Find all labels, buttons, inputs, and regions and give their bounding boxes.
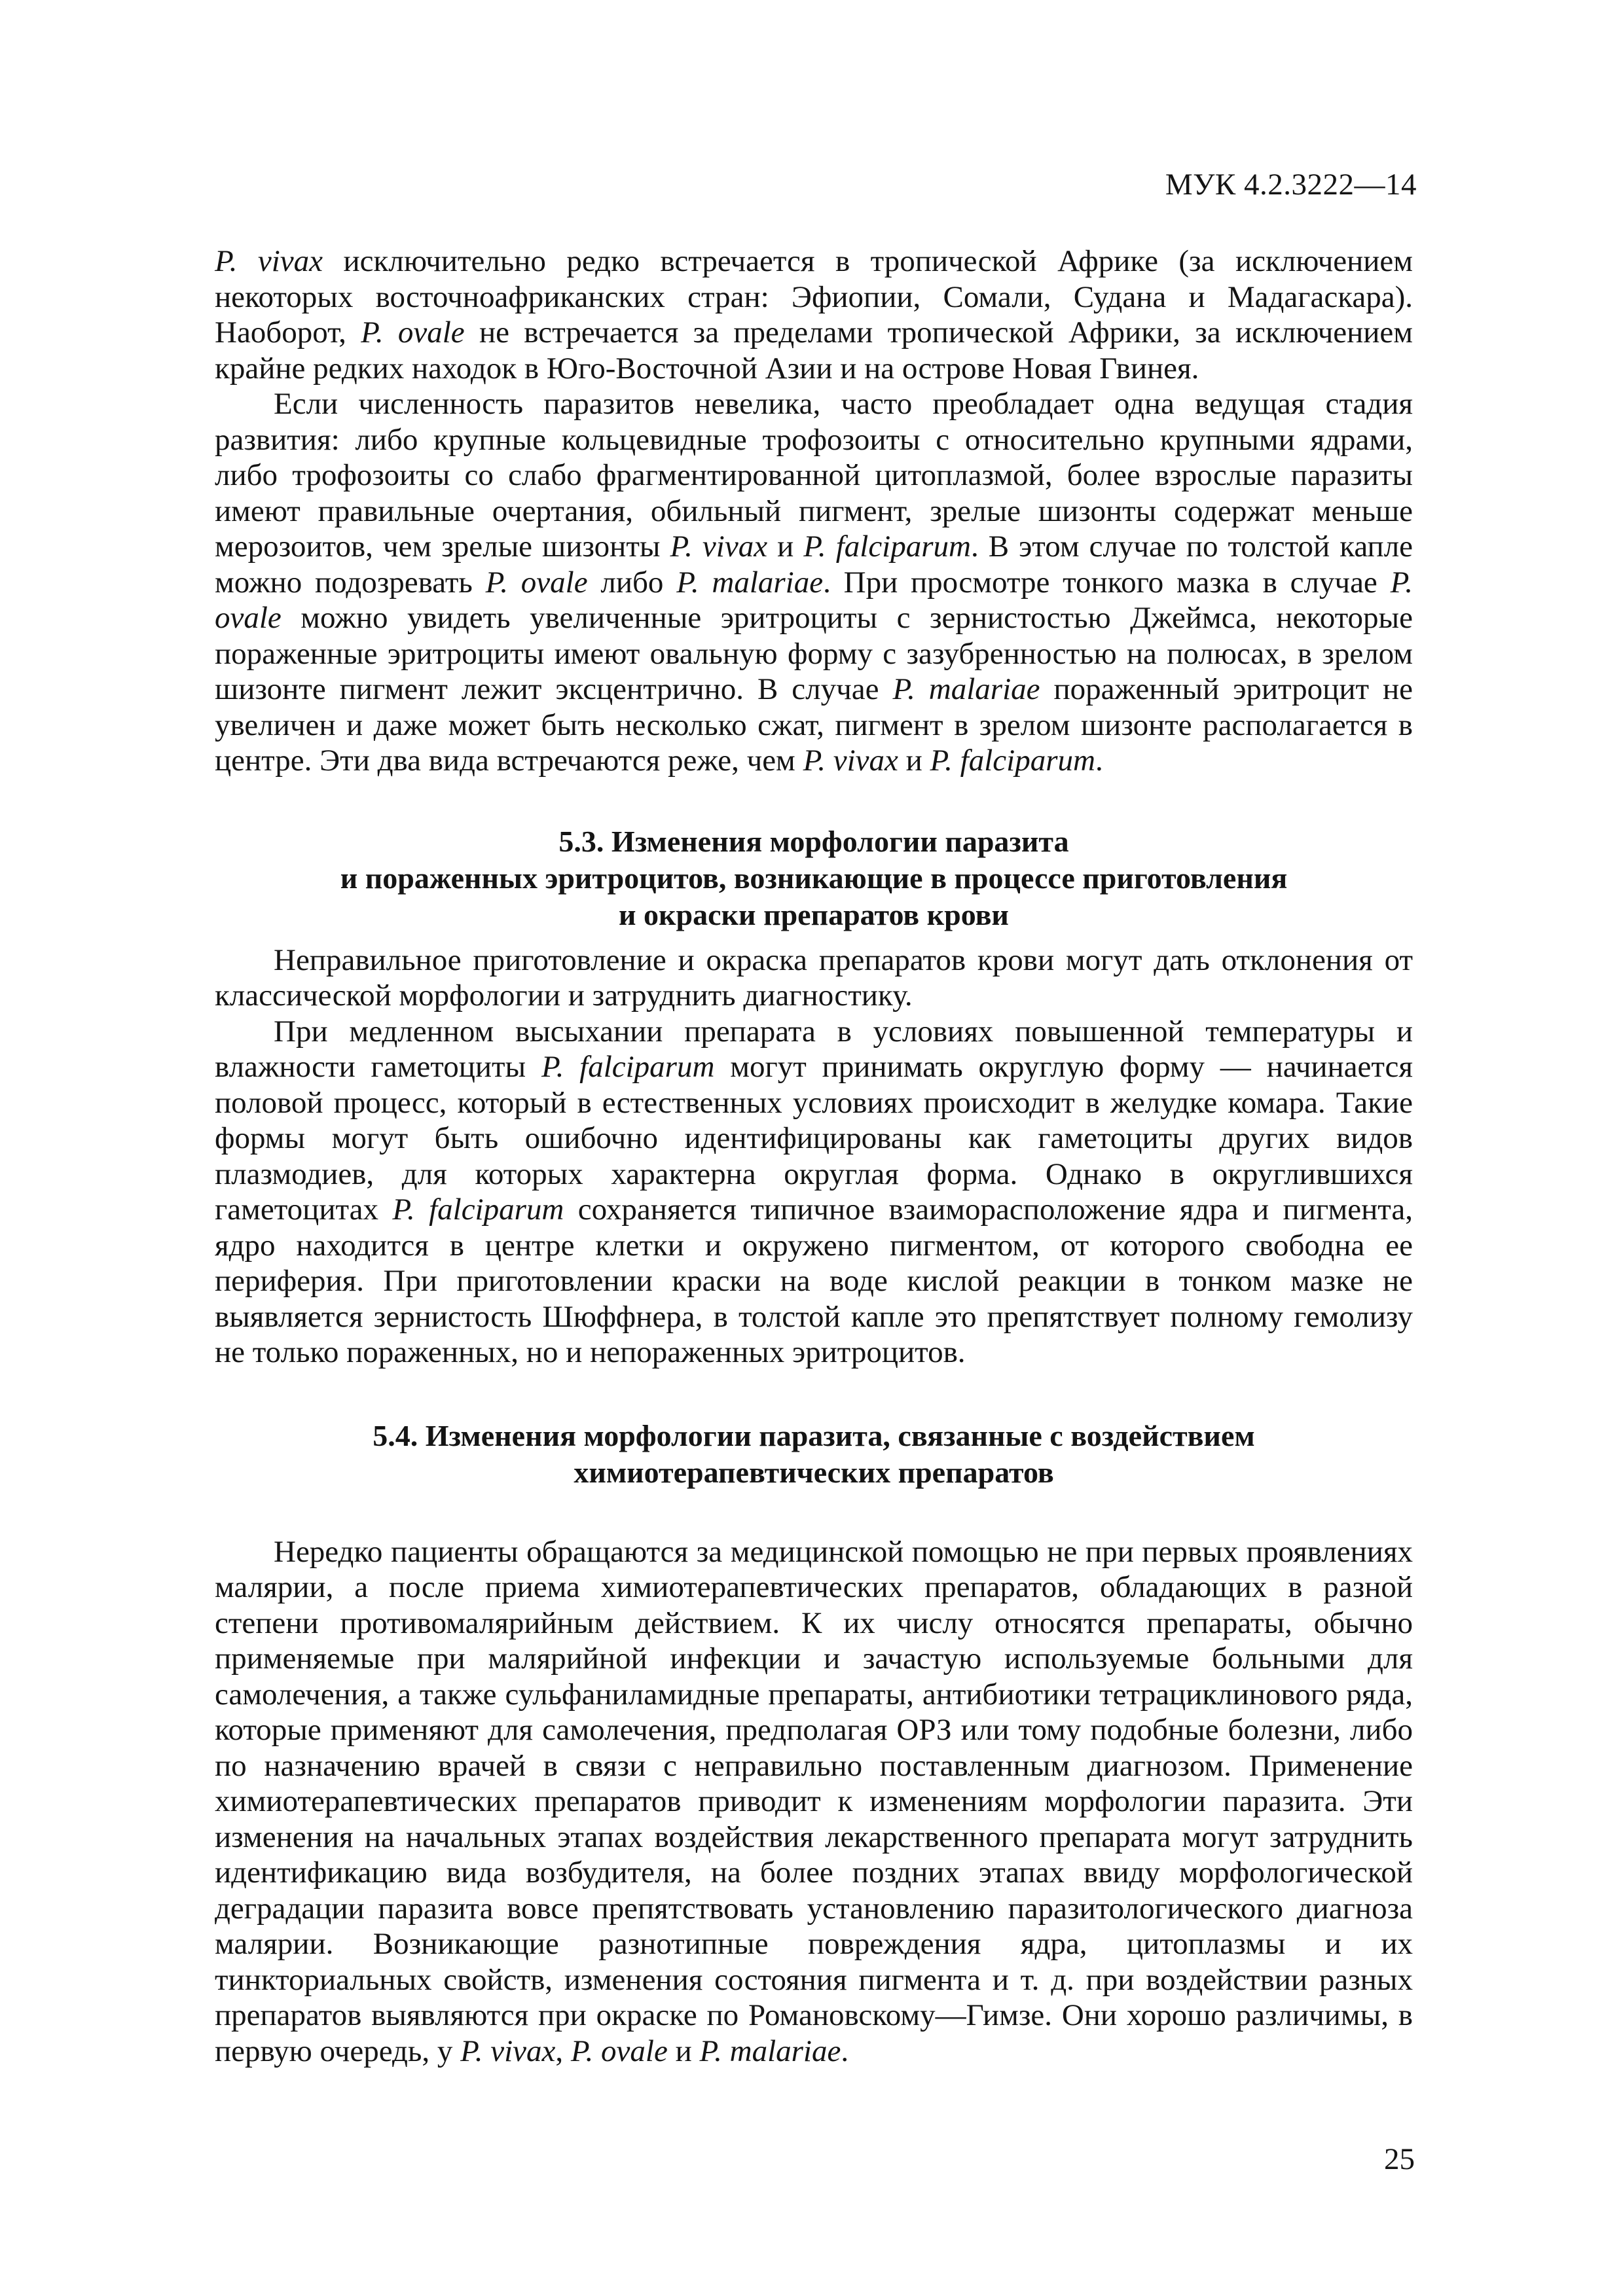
species-name: P. vivax	[215, 244, 323, 278]
paragraph: Если численность паразитов невелика, часто преобладает одна ведущая стадия развития: либо крупные кольцевидные трофозоиты с относительно крупными ядрами, либо трофозоиты со слабо фрагментированной цитоплазмой, более взрослые паразиты имеют правильные очертания, обильный пигмент, зрелые шизонты содержат меньше мерозоитов, чем зрелые шизонты P. vivax и P. falciparum. В этом случае по толстой капле можно подозревать P. ovale либо P. malariae. При просмотре тонкого мазка в случае P. ovale можно увидеть увеличенные эритроциты с зернистостью Джеймса, некоторые пораженные эритроциты имеют овальную форму с зазубренностью на полюсах, в зрелом шизонте пигмент лежит эксцентрично. В случае P. malariae пораженный эритроцит не увеличен и даже может быть несколько сжат, пигмент в зрелом шизонте располагается в центре. Эти два вида встречаются реже, чем P. vivax и P. falciparum.	[215, 387, 1413, 778]
heading-line: 5.3. Изменения морфологии паразита	[558, 824, 1069, 858]
document-code-header: МУК 4.2.3222—14	[1165, 168, 1417, 202]
heading-line: и пораженных эритроцитов, возникающие в процессе приготовления	[340, 861, 1288, 895]
species-name: P. malariae	[699, 2034, 841, 2068]
species-name: P. falciparum	[930, 744, 1095, 778]
paragraph: Нередко пациенты обращаются за медицинской помощью не при первых проявлениях малярии, а после приема химиотерапевтических препаратов, обладающих в разной степени противомалярийным действием. К их числу относятся препараты, обычно применяемые при малярийной инфекции и зачастую используемые больными для самолечения, а также сульфаниламидные препараты, антибиотики тетрациклинового ряда, которые применяют для самолечения, предполагая ОРЗ или тому подобные болезни, либо по назначению врачей в связи с неправильно поставленным диагнозом. Применение химиотерапевтических препаратов приводит к изменениям морфологии паразита. Эти изменения на начальных этапах воздействия лекарственного препарата могут затруднить идентификацию вида возбудителя, на более поздних этапах ввиду морфологической деградации паразита вовсе препятствовать установлению паразитологического диагноза малярии. Возникающие разнотипные повреждения ядра, цитоплазмы и их тинкториальных свойств, изменения состояния пигмента и т. д. при воздействии разных препаратов выявляются при окраске по Романовскому—Гимзе. Они хорошо различимы, в первую очередь, у P. vivax, P. ovale и P. malariae.	[215, 1534, 1413, 2068]
species-name: P. vivax	[803, 744, 898, 778]
page-number: 25	[1384, 2142, 1415, 2176]
species-name: P. falciparum	[392, 1193, 564, 1227]
species-name: P. vivax	[670, 529, 768, 564]
paragraph: Неправильное приготовление и окраска препаратов крови могут дать отклонения от классической морфологии и затруднить диагностику.	[215, 942, 1413, 1013]
species-name: P. falciparum	[803, 529, 971, 564]
species-name: P. ovale	[485, 565, 588, 600]
section-heading-5-3	[215, 823, 1413, 933]
heading-line: химиотерапевтических препаратов	[574, 1455, 1054, 1489]
species-name: P. malariae	[892, 672, 1040, 706]
heading-line: 5.4. Изменения морфологии паразита, связанные с воздействием	[373, 1418, 1255, 1452]
species-name: P. falciparum	[541, 1050, 715, 1084]
species-name: P. ovale	[361, 315, 465, 350]
species-name: P. vivax	[460, 2034, 556, 2068]
heading-line: и окраски препаратов крови	[619, 897, 1009, 931]
page-content	[215, 243, 1413, 2069]
species-name: P. malariae	[676, 565, 824, 600]
species-name: P. ovale	[215, 565, 1413, 635]
paragraph: При медленном высыхании препарата в условиях повышенной температуры и влажности гаметоциты P. falciparum могут принимать округлую форму — начинается половой процесс, который в естественных условиях происходит в желудке комара. Такие формы могут быть ошибочно идентифицированы как гаметоциты других видов плазмодиев, для которых характерна округлая форма. Однако в округлившихся гаметоцитах P. falciparum сохраняется типичное взаиморасположение ядра и пигмента, ядро находится в центре клетки и окружено пигментом, от которого свободна ее периферия. При приготовлении краски на воде кислой реакции в тонком мазке не выявляется зернистость Шюффнера, в толстой капле это препятствует полному гемолизу не только пораженных, но и непораженных эритроцитов.	[215, 1014, 1413, 1369]
paragraph: P. vivax исключительно редко встречается в тропической Африке (за исключением некоторых восточноафриканских стран: Эфиопии, Сомали, Судана и Мадагаскара). Наоборот, P. ovale не встречается за пределами тропической Африки, за исключением крайне редких находок в Юго-Восточной Азии и на острове Новая Гвинея.	[215, 244, 1413, 386]
species-name: P. ovale	[570, 2034, 668, 2068]
section-heading-5-4	[215, 1418, 1413, 1491]
